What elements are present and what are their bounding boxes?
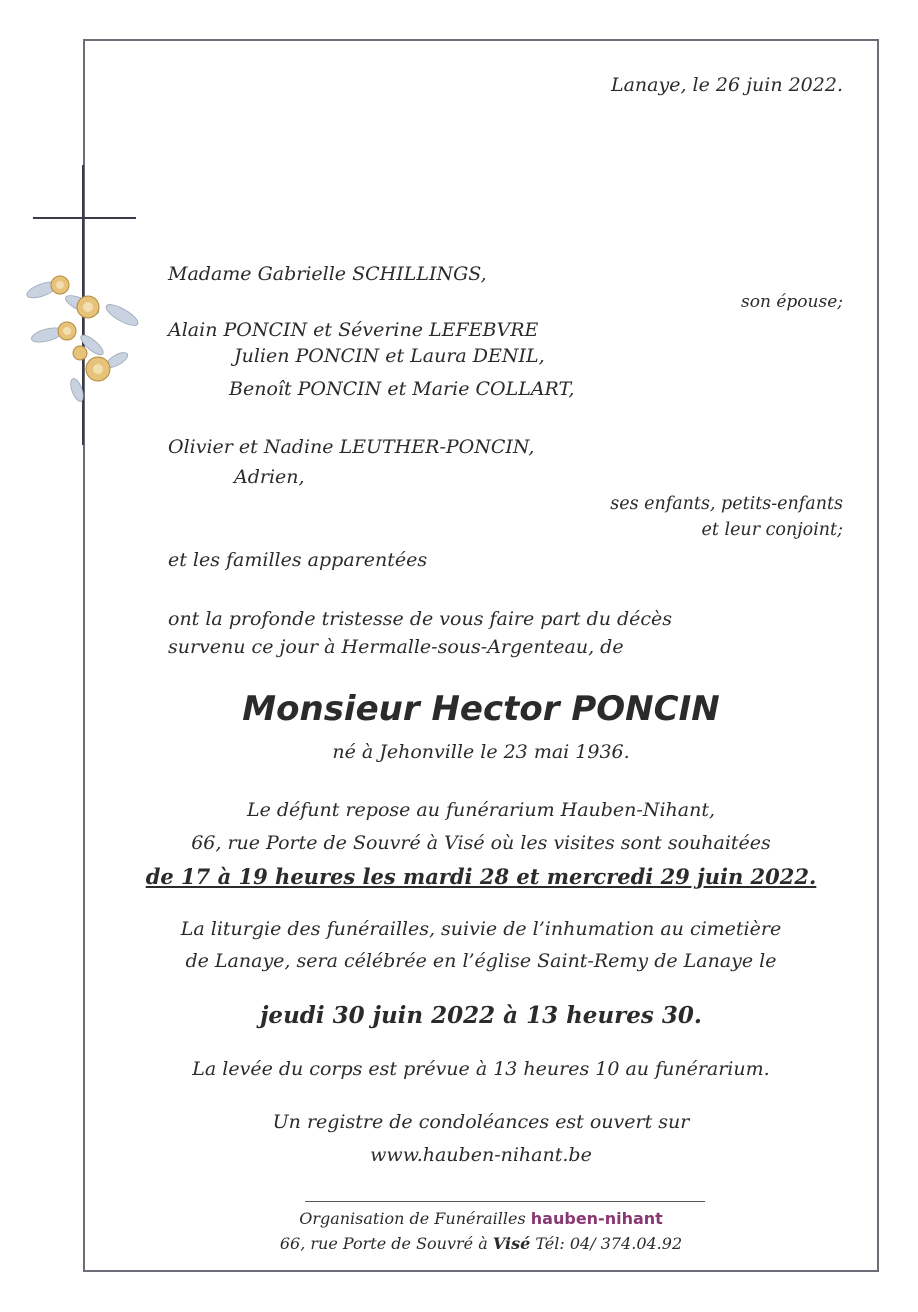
child-1: Alain PONCIN et Séverine LEFEBVRE [168, 319, 539, 341]
grandchild-2: Benoît PONCIN et Marie COLLART, [229, 378, 575, 400]
footer-divider [305, 1201, 705, 1202]
levee-text: La levée du corps est prévue à 13 heures 10 au funérarium. [192, 1058, 770, 1080]
grandchild-1: Julien PONCIN et Laura DENIL, [234, 345, 545, 367]
ceremony-line-2: de Lanaye, sera célébrée en l’église Saint-Remy de Lanaye le [185, 950, 777, 972]
visits-hours-text: de 17 à 19 heures les mardi 28 et mercredi 29 juin 2022. [145, 864, 817, 889]
related-families: et les familles apparentées [168, 549, 428, 571]
spouse-name: Madame Gabrielle SCHILLINGS, [168, 263, 487, 285]
brand-logo: hauben-nihant [530, 1209, 663, 1228]
child-2: Olivier et Nadine LEUTHER-PONCIN, [168, 436, 535, 458]
footer-phone: Tél: 04/ 374.04.92 [535, 1234, 683, 1253]
cross-horizontal-bar [33, 217, 136, 219]
deceased-name: Monsieur Hector PONCIN [242, 689, 720, 729]
ceremony-datetime: jeudi 30 juin 2022 à 13 heures 30. [260, 1002, 702, 1029]
register-website[interactable]: www.hauben-nihant.be [370, 1144, 592, 1166]
flower-bouquet-icon [22, 265, 147, 415]
visits-hours [83, 866, 879, 887]
footer-address-city: Visé [492, 1234, 531, 1253]
footer-org-label: Organisation de Funérailles [299, 1209, 526, 1228]
grandchild-3: Adrien, [234, 466, 305, 488]
visits-line-1: Le défunt repose au funérarium Hauben-Nihant, [246, 799, 716, 821]
ceremony-line-1: La liturgie des funérailles, suivie de l’inhumation au cimetière [180, 918, 782, 940]
place-date: Lanaye, le 26 juin 2022. [610, 74, 843, 96]
register-line: Un registre de condoléances est ouvert sur [272, 1111, 690, 1133]
visits-line-2: 66, rue Porte de Souvré à Visé où les visites sont souhaitées [191, 832, 771, 854]
announcement-line-1: ont la profonde tristesse de vous faire part du décès [168, 608, 673, 630]
footer-address [83, 1236, 879, 1252]
announcement-line-2: survenu ce jour à Hermalle-sous-Argenteau, de [168, 636, 624, 658]
footer-address-street: 66, rue Porte de Souvré à [279, 1234, 488, 1253]
children-role-2: et leur conjoint; [701, 520, 843, 540]
deceased-birth: né à Jehonville le 23 mai 1936. [332, 741, 630, 763]
spouse-role: son épouse; [741, 292, 843, 312]
children-role-1: ses enfants, petits-enfants [610, 494, 843, 514]
footer-organisation [83, 1211, 879, 1227]
